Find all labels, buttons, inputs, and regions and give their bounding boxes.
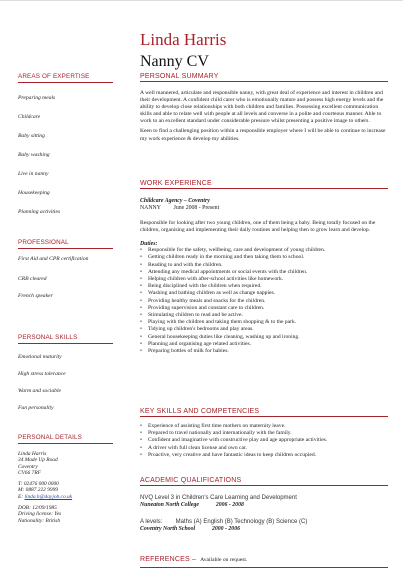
employer: Childcare Agency – Coventry: [140, 198, 210, 204]
job-title: NANNY: [140, 205, 161, 211]
candidate-name: Linda Harris: [140, 30, 227, 49]
personal-skills-heading: PERSONAL SKILLS: [18, 334, 113, 344]
skill-item: • Confident and imaginative with constructive play and age appropriate activities.: [140, 437, 388, 444]
references-section: [140, 548, 388, 568]
college-name: Nuneaton North College: [140, 502, 199, 508]
mobile: M: 0887 222 9999: [18, 487, 58, 494]
school-name: Coventry North School: [140, 526, 196, 532]
postcode: CV66 7RF: [18, 469, 41, 476]
professional-item: First Aid and CPR certification: [18, 256, 89, 262]
summary-section: [140, 73, 388, 143]
qualifications-section: [140, 477, 388, 533]
email-prefix: E:: [18, 493, 24, 500]
experience-section: [140, 180, 388, 355]
expertise-item: Preparing meals: [18, 95, 56, 101]
college-dates: 2006 - 2008: [215, 502, 244, 508]
skills-section: [140, 408, 388, 459]
telephone: T: 02476 000 0000: [18, 481, 59, 488]
expertise-section: [18, 73, 118, 228]
references-heading: REFERENCES –: [140, 556, 197, 563]
expertise-item: Baby sitting: [18, 133, 45, 139]
nvq-qualification: NVQ Level 3 in Children's Care Learning and Development: [140, 495, 297, 501]
personal-details-heading: PERSONAL DETAILS: [18, 434, 113, 444]
skills-list: [140, 423, 388, 459]
duty-item: • Attending any medical appointments or social events with the children.: [140, 269, 388, 276]
nationality: Nationality: British: [18, 517, 61, 524]
personal-details-section: [18, 434, 118, 524]
expertise-item: Planning activities: [18, 209, 61, 215]
skills-heading: KEY SKILLS AND COMPETENCIES: [140, 408, 388, 417]
summary-paragraph-1: A well mannered, articulate and responsible nanny, with great deal of experience and interest in children and their development. A confident child carer who is emotionally mature and possess high energy levels and the ability to develop close relationships with both children and families. Possessing excellent communication skills and able to relate well with people at all levels and converse in a polite and courteous manner. Able to work to an excellent standard under considerable pressure whilst presenting a positive image to others.: [140, 90, 384, 125]
duty-item: • Getting children ready in the morning and then taking them to school.: [140, 254, 388, 261]
personal-skill-item: Fun personality: [18, 405, 54, 411]
date-of-birth: DOB: 12/09/1985: [18, 505, 57, 512]
duty-item: • Washing and bathing children as well as change nappies.: [140, 290, 388, 297]
duty-item: • Reading to and with the children.: [140, 262, 388, 269]
duty-item: • Providing supervision and constant care to children.: [140, 305, 388, 312]
duty-item: • Planning and organising age related activities.: [140, 341, 388, 348]
document-title: Nanny CV: [140, 53, 209, 70]
duties-list: [140, 247, 388, 355]
a-levels: A levels: Maths (A) English (B) Technology (B) Science (C): [140, 519, 308, 525]
references-text: Available on request.: [200, 557, 248, 563]
professional-item: French speaker: [18, 293, 53, 299]
duty-item: • Responsible for the safety, wellbeing, care and development of young children.: [140, 247, 388, 254]
skill-item: • Proactive, very creative and have fantastic ideas to keep children occupied.: [140, 452, 388, 459]
expertise-item: Childcare: [18, 114, 41, 120]
contact-block: [18, 451, 118, 524]
professional-item: CRB cleared: [18, 276, 47, 282]
expertise-item: Housekeeping: [18, 190, 50, 196]
address-line-2: Coventry: [18, 463, 38, 470]
professional-heading: PROFESSIONAL: [18, 239, 113, 249]
qualifications-heading: ACADEMIC QUALIFICATIONS: [140, 477, 388, 486]
contact-name: Linda Harris: [18, 451, 47, 457]
personal-skill-item: Warm and sociable: [18, 388, 61, 394]
duty-item: • Playing with the children and taking them shopping & to the park.: [140, 319, 388, 326]
duty-item: • Stimulating children to read and be active.: [140, 312, 388, 319]
skill-item: • Prepared to travel nationally and internationally with the family.: [140, 430, 388, 437]
address-line-1: 34 Made Up Road: [18, 457, 58, 464]
skill-item: • A driver with full clean license and own car.: [140, 445, 388, 452]
expertise-item: Baby washing: [18, 152, 50, 158]
job-dates: June 2008 - Present: [173, 205, 220, 211]
duty-item: • Tidying up children's bedrooms and play areas.: [140, 326, 388, 333]
college-line: [140, 502, 388, 509]
school-line: [140, 526, 388, 533]
skill-item: • Experience of assisting first time mothers on maternity leave.: [140, 423, 388, 430]
expertise-heading: AREAS OF EXPERTISE: [18, 73, 113, 83]
driving-license: Driving license: Yes: [18, 511, 62, 518]
duty-item: • Being disciplined with the children when required.: [140, 283, 388, 290]
school-dates: 2000 - 2006: [211, 526, 241, 532]
duty-item: • Helping children with after-school activities like homework.: [140, 276, 388, 283]
email-link[interactable]: linda.h@dayjob.co.uk: [24, 493, 73, 500]
role-line: [140, 205, 388, 212]
duty-item: • Providing healthy meals and snacks for the children.: [140, 298, 388, 305]
duty-item: • Preparing bottles of milk for babies.: [140, 348, 388, 355]
duty-item: • General housekeeping duties like cleaning, washing up and ironing.: [140, 334, 388, 341]
expertise-item: Live in nanny: [18, 171, 49, 177]
experience-heading: WORK EXPERIENCE: [140, 180, 388, 189]
personal-skills-section: [18, 334, 118, 424]
professional-section: [18, 239, 118, 312]
job-description: Responsible for looking after two young children, one of them being a baby. Being totally focused on the children, organising and implementing their daily routines and helping then to grow learn and develop.: [140, 220, 376, 234]
summary-paragraph-2: Keen to find a challenging position within a responsible employer where I will be able to continue to increase my work experience & develop my abilities.: [140, 128, 386, 142]
top-divider: [0, 0, 403, 1]
personal-skill-item: High stress tolerance: [18, 371, 66, 377]
personal-skill-item: Emotional maturity: [18, 354, 62, 360]
duties-label: Duties:: [140, 241, 158, 248]
summary-heading: PERSONAL SUMMARY: [140, 73, 388, 82]
